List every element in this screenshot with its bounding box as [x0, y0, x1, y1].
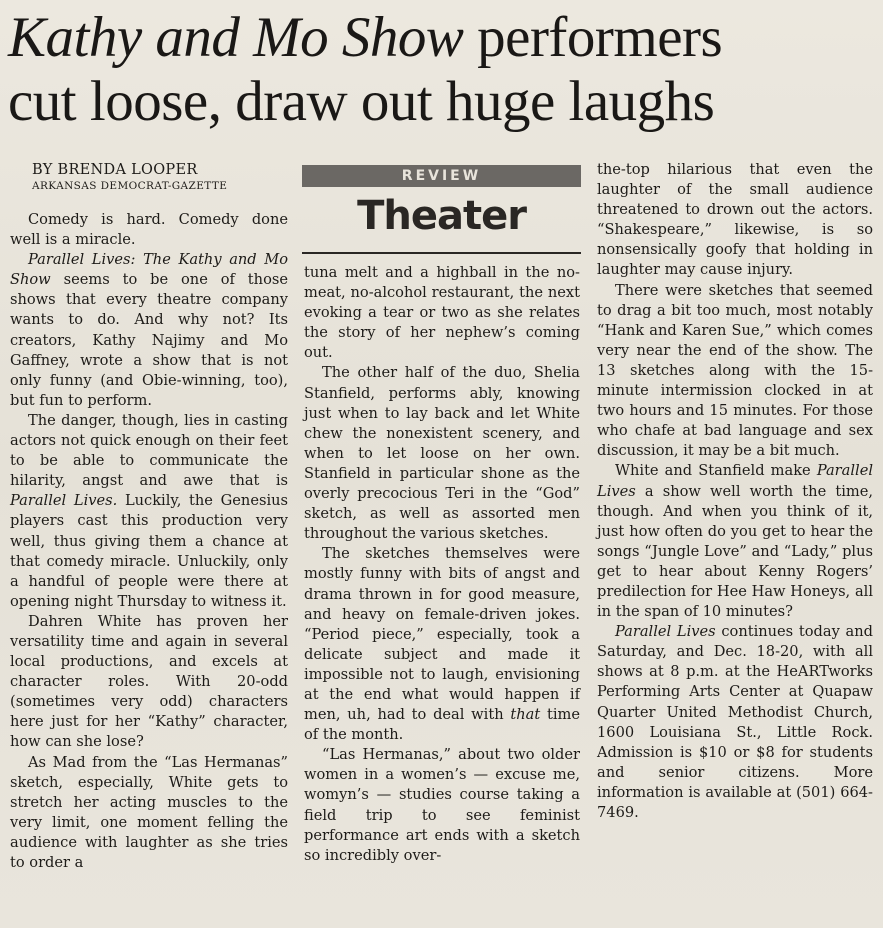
paragraph: tuna melt and a highball in the no-meat, no-alcohol restaurant, the next evoking a tear or two as she relates the story of her nephew’s coming out. — [304, 264, 580, 362]
article-column-3 — [597, 160, 873, 823]
article-column-1 — [10, 210, 288, 873]
review-tag: REVIEW — [302, 165, 581, 187]
headline-line-1 — [8, 6, 878, 70]
paragraph: As Mad from the “Las Hermanas” sketch, especially, White gets to stretch her acting muscles to the very limit, one moment felling the audience with laughter as she tries to order a — [10, 753, 288, 871]
paragraph-text: White and Stanfield make — [615, 462, 817, 480]
headline-line-1-rest: performers — [463, 6, 723, 69]
paragraph: the-top hilarious that even the laughter of the small audience threatened to drown out the actors. “Shakespeare,” likewise, is so nonsensically goofy that holding in laughter may cause injury. — [597, 161, 873, 279]
play-title: Parallel Lives — [615, 623, 716, 641]
paragraph — [597, 622, 873, 823]
play-title: Parallel Lives — [597, 462, 873, 500]
headline-line-2: cut loose, draw out huge laughs — [8, 70, 715, 133]
paragraph: There were sketches that seemed to drag a bit too much, most notably “Hank and Karen Sue,” which comes very near the end of the show. The 13 sketches along with the 15-minute intermission clocked in at two hours and 15 minutes. For those who chafe at bad language and sex discussion, it may be a bit much. — [597, 281, 873, 460]
paragraph — [597, 461, 873, 622]
paragraph-text: time of the month. — [304, 706, 580, 744]
paragraph — [304, 544, 580, 745]
outlet-name: ARKANSAS DEMOCRAT-GAZETTE — [32, 180, 228, 192]
paragraph-text: a show well worth the time, though. And when you think of it, just how often do you get to hear the songs “Jungle Love” and “Lady,” plus get to hear about Kenny Rogers’ predilection for Hee Haw Honeys, all in the span of 10 minutes? — [597, 482, 873, 621]
paragraph-text: continues today and Saturday, and Dec. 18-20, with all shows at 8 p.m. at the HeARTworks Performing Arts Center at Quapaw Quarter United Methodist Church, 1600 Louisiana St., Little Rock. Admission is $10 or $8 for students and senior citizens. More information is available at (501) 664-7469. — [597, 623, 873, 821]
play-title: Parallel Lives. — [10, 492, 118, 510]
paragraph: The other half of the duo, Shelia Stanfield, performs ably, knowing just when to lay back and let White chew the nonexistent scenery, and when to let loose on her own. Stanfield in particular shone as the overly precocious Teri in the “God” sketch, as well as assorted men throughout the various sketches. — [304, 364, 580, 543]
paragraph — [10, 250, 288, 411]
paragraph-text: The danger, though, lies in casting actors not quick enough on their feet to be able to communicate the hilarity, angst and awe that is — [10, 411, 288, 490]
paragraph: Comedy is hard. Comedy done well is a miracle. — [10, 211, 288, 249]
paragraph: Dahren White has proven her versatility time and again in several local productions, and excels at character roles. With 20-odd (sometimes very odd) characters here just for her “Kathy” character, how can she lose? — [10, 612, 288, 751]
section-divider — [302, 252, 581, 254]
emphasis: that — [510, 706, 541, 724]
byline — [10, 162, 227, 192]
play-title: Parallel Lives: The Kathy and Mo Show — [10, 251, 288, 289]
headline — [8, 6, 878, 134]
paragraph-text: The sketches themselves were mostly funny with bits of angst and drama thrown in for good measure, and heavy on female-driven jokes. “Period piece,” especially, took a delicate subject and made it impossible not to laugh, envisioning at the end what would happen if men, uh, had to deal with — [304, 545, 580, 724]
headline-show-title: Kathy and Mo Show — [8, 6, 464, 69]
paragraph-text: seems to be one of those shows that every theatre company wants to do. And why not? Its creators, Kathy Najimy and Mo Gaffney, wrote a show that is not only funny (and Obie-winning, too), but fun to perform. — [10, 271, 288, 409]
article-column-2 — [304, 263, 580, 866]
paragraph: “Las Hermanas,” about two older women in a women’s — excuse me, womyn’s — studies course taking a field trip to see feminist performance art ends with a sketch so incredibly over- — [304, 746, 580, 864]
section-title: Theater — [357, 193, 526, 239]
author-name: BY BRENDA LOOPER — [32, 162, 198, 178]
paragraph-text: Luckily, the Genesius players cast this production very well, thus giving them a chance at that comedy miracle. Unluckily, only a handful of people were there at opening night Thursday to witness it. — [10, 492, 289, 610]
paragraph — [10, 411, 288, 612]
